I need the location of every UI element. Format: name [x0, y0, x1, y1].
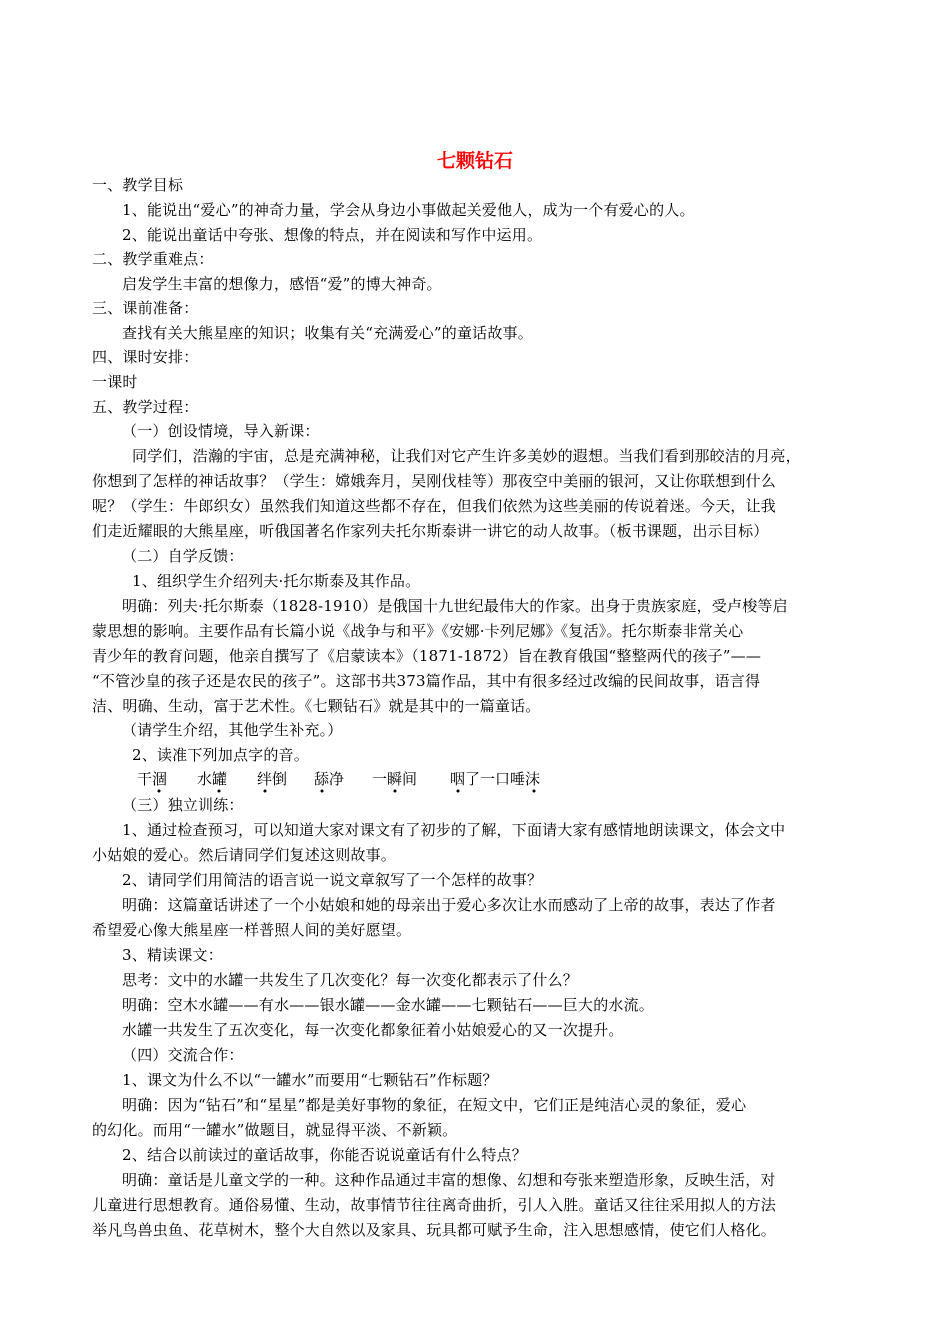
emphasis-dot [158, 790, 161, 793]
section-heading: 二、教学重难点： [92, 250, 214, 268]
dotted-word: 一瞬间 [372, 770, 418, 788]
section-heading: 三、课前准备： [92, 299, 199, 317]
paragraph-line: 一课时 [92, 373, 138, 391]
emphasis-dot [218, 790, 221, 793]
paragraph-line: （请学生介绍，其他学生补充。） [122, 721, 343, 739]
paragraph-line: 明确：列夫·托尔斯泰（1828-1910）是俄国十九世纪最伟大的作家。出身于贵族家庭，受卢梭等启 [122, 597, 788, 615]
emphasis-dot [394, 790, 397, 793]
section-heading: 五、教学过程： [92, 398, 199, 416]
emphasis-dot [533, 790, 536, 793]
section-heading: 四、课时安排： [92, 348, 199, 366]
dotted-word: 干涸 [137, 770, 168, 788]
paragraph-line: 们走近耀眼的大熊星座，听俄国著名作家列夫托尔斯泰讲一讲它的动人故事。（板书课题，出示目标） [92, 522, 769, 540]
paragraph-line: 2、能说出童话中夸张、想像的特点，并在阅读和写作中运用。 [122, 226, 543, 244]
dotted-word: 水罐 [197, 770, 228, 788]
paragraph-line: 你想到了怎样的神话故事？（学生：嫦娥奔月，吴刚伐桂等）那夜空中美丽的银河，又让你联想到什么 [92, 472, 777, 490]
paragraph-line: 1、课文为什么不以“一罐水”而要用“七颗钻石”作标题？ [122, 1071, 498, 1089]
emphasis-dot [264, 790, 267, 793]
paragraph-line: 1、通过检查预习，可以知道大家对课文有了初步的了解，下面请大家有感情地朗读课文，体会文中 [122, 821, 786, 839]
dotted-word: 咽了一口唾沫 [450, 770, 541, 788]
emphasis-dots [137, 769, 557, 793]
subsection-heading: （一）创设情境，导入新课： [122, 422, 320, 440]
paragraph-line: 明确：空木水罐——有水——银水罐——金水罐——七颗钻石——巨大的水流。 [122, 996, 655, 1014]
emphasis-dot [321, 790, 324, 793]
paragraph-line: 2、请同学们用简洁的语言说一说文章叙写了一个怎样的故事？ [122, 871, 543, 889]
paragraph-line: 2、结合以前读过的童话故事，你能否说说童话有什么特点？ [122, 1146, 527, 1164]
subsection-heading: （二）自学反馈： [122, 547, 244, 565]
paragraph-line: 明确：因为“钻石”和“星星”都是美好事物的象征，在短文中，它们正是纯洁心灵的象征，爱心 [122, 1096, 747, 1114]
paragraph-line: 蒙思想的影响。主要作品有长篇小说《战争与和平》《安娜·卡列尼娜》《复活》。托尔斯泰非常关心 [92, 622, 744, 640]
paragraph-line: 呢？（学生：牛郎织女）虽然我们知道这些都不存在，但我们依然为这些美丽的传说着迷。今天，让我 [92, 497, 777, 515]
dotted-word: 舔净 [314, 770, 345, 788]
paragraph-line: 启发学生丰富的想像力，感悟“爱”的博大神奇。 [122, 275, 442, 293]
paragraph-line: 思考：文中的水罐一共发生了几次变化？每一次变化都表示了什么？ [122, 971, 579, 989]
paragraph-line: 水罐一共发生了五次变化，每一次变化都象征着小姑娘爱心的又一次提升。 [122, 1021, 624, 1039]
paragraph-line: 小姑娘的爱心。然后请同学们复述这则故事。 [92, 846, 397, 864]
paragraph-line: 希望爱心像大熊星座一样普照人间的美好愿望。 [92, 921, 412, 939]
emphasis-dot [457, 790, 460, 793]
section-heading: 一、教学目标 [92, 176, 184, 194]
dotted-word: 绊倒 [257, 770, 288, 788]
subsection-heading: （三）独立训练： [122, 796, 244, 814]
paragraph-line: 明确：这篇童话讲述了一个小姑娘和她的母亲出于爱心多次让水而感动了上帝的故事，表达了作者 [122, 896, 776, 914]
paragraph-line: 明确：童话是儿童文学的一种。这种作品通过丰富的想像、幻想和夸张来塑造形象，反映生活，对 [122, 1171, 776, 1189]
paragraph-line: 儿童进行思想教育。通俗易懂、生动，故事情节往往离奇曲折，引人入胜。童话又往往采用拟人的方法 [92, 1196, 777, 1214]
paragraph-line: “不管沙皇的孩子还是农民的孩子”。这部书共373篇作品，其中有很多经过改编的民间故事，语言得 [92, 672, 761, 690]
paragraph-line: 的幻化。而用“一罐水”做题目，就显得平淡、不新颖。 [92, 1121, 458, 1139]
paragraph-line: 1、组织学生介绍列夫·托尔斯泰及其作品。 [132, 572, 421, 590]
subsection-heading: （四）交流合作： [122, 1046, 244, 1064]
document-title: 七颗钻石 [436, 150, 513, 172]
paragraph-line: 1、能说出“爱心”的神奇力量，学会从身边小事做起关爱他人，成为一个有爱心的人。 [122, 201, 695, 219]
paragraph-line: 洁、明确、生动，富于艺术性。《七颗钻石》就是其中的一篇童话。 [92, 697, 541, 715]
paragraph-line: 2、读准下列加点字的音。 [132, 746, 309, 764]
paragraph-line: 3、精读课文： [122, 946, 223, 964]
paragraph-line: 同学们，浩瀚的宇宙，总是充满神秘，让我们对它产生许多美妙的遐想。当我们看到那皎洁的月亮， [132, 447, 801, 465]
paragraph-line: 青少年的教育问题，他亲自撰写了《启蒙读本》（1871-1872）旨在教育俄国“整整两代的孩子”—— [92, 647, 762, 665]
paragraph-line: 举凡鸟兽虫鱼、花草树木，整个大自然以及家具、玩具都可赋予生命，注入思想感情，使它们人格化。 [92, 1221, 777, 1239]
paragraph-line: 查找有关大熊星座的知识；收集有关“充满爱心”的童话故事。 [122, 324, 533, 342]
